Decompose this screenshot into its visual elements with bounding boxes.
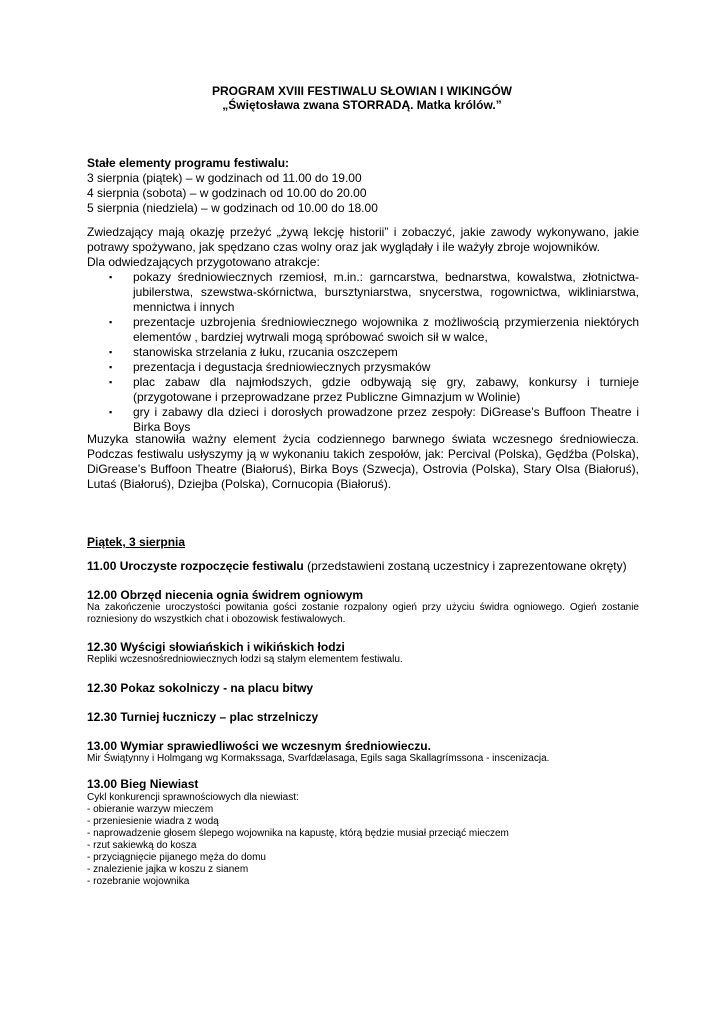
list-item (87, 405, 639, 435)
date-line: 5 sierpnia (niedziela) – w godzinach od 10.00 do 18.00 (87, 201, 378, 215)
event-line: - obieranie warzyw mieczem (87, 804, 214, 815)
event-description: Repliki wczesnośredniowiecznych łodzi są stałym elementem festiwalu. (87, 654, 403, 665)
event-title: 12.30 Turniej łuczniczy – plac strzelniczy (87, 710, 319, 724)
event-line: Cykl konkurencji sprawnościowych dla niewiast: (87, 792, 299, 803)
day-heading: Piątek, 3 sierpnia (87, 535, 186, 549)
event-opening (87, 559, 639, 573)
music-paragraph: Muzyka stanowiła ważny element życia codziennego barwnego świata wczesnego średniowiecza. Podczas festiwalu usłyszymy ją w wykonaniu takich zespołów, jak: Percival (Polska), Gędźba (Polska), DiGrease’s Buffoon Theatre (Białoruś), Birka Boys (Szwecja), Ostrovia (Polska), Stary Olsa (Białoruś), Lutaś (Białoruś), Dziejba (Polska), Cornucopia (Białoruś). (87, 432, 639, 491)
event-line: - przeniesienie wiadra z wodą (87, 816, 219, 827)
attractions-lead: Dla odwiedzających przygotowano atrakcje: (87, 255, 320, 269)
event-title: 13.00 Bieg Niewiast (87, 777, 199, 791)
list-item (87, 360, 639, 375)
date-line: 4 sierpnia (sobota) – w godzinach od 10.00 do 20.00 (87, 186, 367, 200)
event-title: 13.00 Wymiar sprawiedliwości we wczesnym średniowieczu. (87, 739, 431, 753)
list-item (87, 345, 639, 360)
event-womens-race (87, 777, 639, 888)
event-title: 11.00 Uroczyste rozpoczęcie festiwalu (87, 559, 304, 573)
bullet-icon: ▪ (109, 347, 113, 357)
event-boat-race (87, 640, 639, 666)
event-line: - rzut sakiewką do kosza (87, 840, 197, 851)
event-falconry (87, 681, 639, 695)
event-justice (87, 739, 639, 765)
event-description: Na zakończenie uroczystości powitania gości zostanie rozpalony ogień przy użyciu świdra ogniowego. Ogień zostanie rozniesiony do wszystkich chat i obozowisk festiwalowych. (87, 602, 639, 625)
event-archery (87, 710, 639, 724)
bullet-icon: ▪ (109, 272, 113, 282)
bullet-icon: ▪ (109, 407, 113, 417)
event-description: Mir Świątynny i Holmgang wg Kormakssaga, Svarfdælasaga, Egils saga Skallagrímssona - inscenizacja. (87, 753, 550, 764)
event-line: - znalezienie jajka w koszu z sianem (87, 864, 249, 875)
event-line: - naprowadzenie głosem ślepego wojownika na kapustę, którą będzie musiał przeciąć mieczem (87, 828, 509, 839)
intro-paragraph: Zwiedzający mają okazję przeżyć „żywą lekcję historii” i zobaczyć, jakie zawody wykonywano, jakie potrawy spożywano, jak spędzano czas wolny oraz jak wyglądały i ile ważyły zbroje wojowników. (87, 225, 639, 254)
list-item-text: plac zabaw dla najmłodszych, gdzie odbywają się gry, zabawy, konkursy i turnieje (przygotowane i przeprowadzane przez Publiczne Gimnazjum w Wolinie) (133, 375, 639, 404)
event-title: 12.30 Wyścigi słowiańskich i wikińskich łodzi (87, 640, 345, 654)
date-line: 3 sierpnia (piątek) – w godzinach od 11.00 do 19.00 (87, 171, 362, 185)
fixed-program-section (87, 156, 639, 216)
list-item-text: prezentacja i degustacja średniowiecznych przysmaków (133, 360, 431, 374)
page-subtitle: „Świętosława zwana STORRADĄ. Matka królów.” (222, 98, 502, 112)
attractions-section (87, 225, 639, 435)
list-item (87, 270, 639, 315)
event-fire-ritual (87, 588, 639, 626)
list-item-text: prezentacje uzbrojenia średniowiecznego wojownika z możliwością przymierzenia niektórych elementów , bardziej wytrwali mogą spróbować swoich sił w walce, (133, 315, 639, 344)
list-item-text: gry i zabawy dla dzieci i dorosłych prowadzone przez zespoły: DiGrease’s Buffoon Theatre i Birka Boys (133, 405, 639, 434)
event-title: 12.00 Obrzęd niecenia ognia świdrem ogniowym (87, 588, 364, 602)
page-title: PROGRAM XVIII FESTIWALU SŁOWIAN I WIKINGÓW (212, 84, 512, 98)
list-item (87, 375, 639, 405)
attractions-list (87, 270, 639, 435)
list-item-text: stanowiska strzelania z łuku, rzucania oszczepem (133, 345, 398, 359)
bullet-icon: ▪ (109, 377, 113, 387)
event-line: - przyciągnięcie pijanego męża do domu (87, 852, 266, 863)
fixed-program-heading: Stałe elementy programu festiwalu: (87, 156, 290, 170)
event-note: (przedstawieni zostaną uczestnicy i zaprezentowane okręty) (303, 559, 627, 573)
list-item (87, 315, 639, 345)
list-item-text: pokazy średniowiecznych rzemiosł, m.in.: garncarstwa, bednarstwa, kowalstwa, złotnictwa-jubilerstwa, szewstwa-skórnictwa, bursztyniarstwa, snycerstwa, rogownictwa, wikliniarstwa, mennictwa i innych (133, 270, 639, 314)
event-line: - rozebranie wojownika (87, 876, 190, 887)
bullet-icon: ▪ (109, 317, 113, 327)
event-title: 12.30 Pokaz sokolniczy - na placu bitwy (87, 681, 314, 695)
bullet-icon: ▪ (109, 362, 113, 372)
